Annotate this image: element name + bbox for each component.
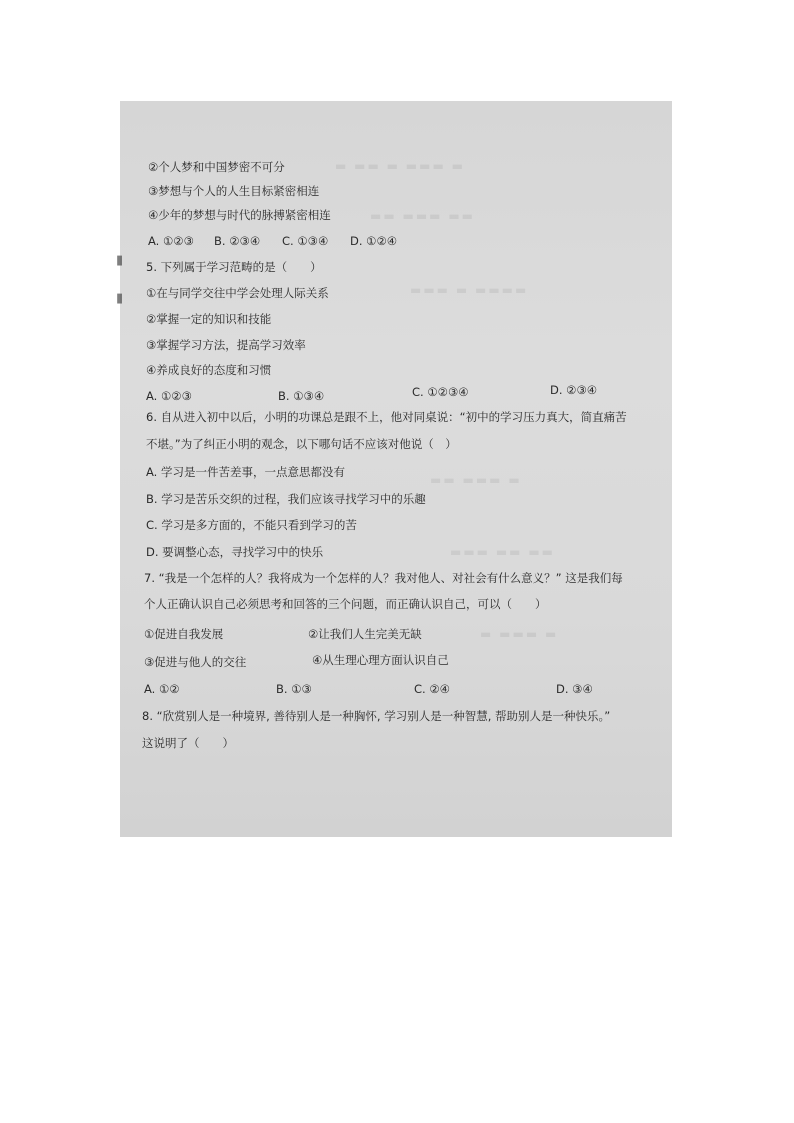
q5-option-c: C. ①②③④: [412, 385, 469, 399]
q6-stem-line-1: 6. 自从进入初中以后，小明的功课总是跟不上，他对同桌说：“初中的学习压力真大，简直痛苦: [146, 410, 627, 424]
q7-stem-line-2: 个人正确认识自己必须思考和回答的三个问题，而正确认识自己，可以（ ）: [144, 597, 547, 611]
bleed-through-texture: ▬ ▬▬ ▬ ▬▬▬ ▬: [335, 159, 465, 173]
bleed-through-texture: ▬▬▬ ▬▬ ▬▬: [450, 545, 555, 559]
bleed-through-texture: ▬▬ ▬▬▬ ▬: [430, 473, 522, 487]
q5-item-3: ③掌握学习方法，提高学习效率: [146, 338, 306, 352]
q5-option-b: B. ①③④: [278, 389, 325, 403]
q7-item-2: ②让我们人生完美无缺: [308, 627, 422, 641]
q4-option-d: D. ①②④: [350, 234, 398, 248]
cropped-edge-mark: ▮: [116, 253, 124, 268]
q7-item-1: ①促进自我发展: [144, 627, 224, 641]
q7-stem-line-1: 7. “我是一个怎样的人？我将成为一个怎样的人？我对他人、对社会有什么意义？” 这是我们每: [144, 571, 623, 585]
q5-item-2: ②掌握一定的知识和技能: [146, 312, 272, 326]
q5-item-1: ①在与同学交往中学会处理人际关系: [146, 286, 329, 300]
q8-stem-line-2: 这说明了（ ）: [142, 736, 234, 750]
q5-item-4: ④养成良好的态度和习惯: [146, 363, 272, 377]
q7-item-4: ④从生理心理方面认识自己: [312, 653, 449, 667]
q6-stem-line-2: 不堪。”为了纠正小明的观念，以下哪句话不应该对他说（ ）: [146, 437, 457, 451]
q7-option-d: D. ③④: [556, 682, 593, 696]
cropped-edge-mark: ▮: [116, 291, 124, 306]
q5-option-a: A. ①②③: [146, 389, 192, 403]
q6-option-b: B. 学习是苦乐交织的过程，我们应该寻找学习中的乐趣: [146, 492, 426, 506]
bleed-through-texture: ▬ ▬▬▬ ▬: [480, 627, 559, 641]
q4-item-4: ④少年的梦想与时代的脉搏紧密相连: [148, 208, 331, 222]
bleed-through-texture: ▬▬ ▬▬▬ ▬▬: [370, 209, 475, 223]
exam-page-photo: [116, 101, 672, 837]
q6-option-c: C. 学习是多方面的，不能只看到学习的苦: [146, 518, 357, 532]
q4-option-b: B. ②③④: [214, 234, 261, 248]
q4-option-a: A. ①②③: [148, 234, 194, 248]
q6-option-a: A. 学习是一件苦差事，一点意思都没有: [146, 465, 345, 479]
q5-option-d: D. ②③④: [550, 383, 598, 397]
q4-item-2: ②个人梦和中国梦密不可分: [148, 160, 285, 174]
q5-stem: 5. 下列属于学习范畴的是（ ）: [146, 260, 322, 274]
q8-stem-line-1: 8. “欣赏别人是一种境界, 善待别人是一种胸怀, 学习别人是一种智慧, 帮助别人是一种快乐。”: [142, 709, 611, 723]
q7-option-b: B. ①③: [276, 682, 312, 696]
q7-item-3: ③促进与他人的交往: [144, 655, 247, 669]
bleed-through-texture: ▬▬▬ ▬ ▬▬▬▬: [410, 283, 529, 297]
q4-item-3: ③梦想与个人的人生目标紧密相连: [148, 184, 320, 198]
q7-option-a: A. ①②: [144, 682, 180, 696]
q6-option-d: D. 要调整心态，寻找学习中的快乐: [146, 545, 324, 559]
q4-option-c: C. ①③④: [282, 234, 329, 248]
q7-option-c: C. ②④: [414, 682, 450, 696]
